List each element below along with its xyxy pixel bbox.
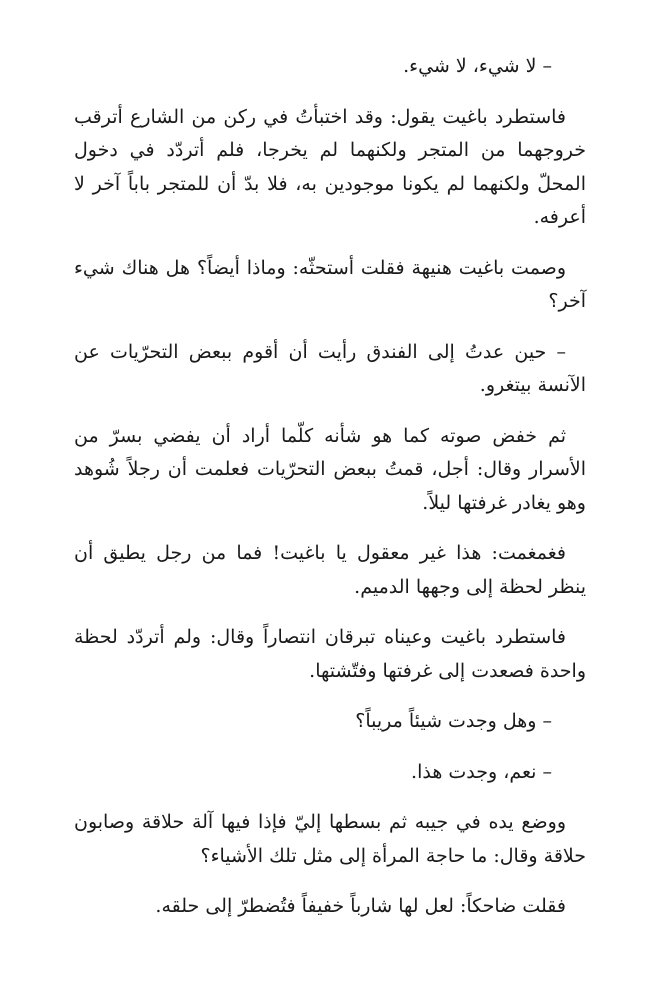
paragraph-3: وصمت باغيت هنيهة فقلت أستحثّه: وماذا أيضاً؟ هل هناك شيء آخر؟ bbox=[74, 256, 586, 312]
book-page bbox=[74, 50, 586, 924]
paragraph-4: – حين عدتُ إلى الفندق رأيت أن أقوم ببعض التحرّيات عن الآنسة بيتغرو. bbox=[74, 340, 586, 396]
paragraph-10: ووضع يده في جيبه ثم بسطها إليّ فإذا فيها آلة حلاقة وصابون حلاقة وقال: ما حاجة المرأة إلى مثل تلك الأشياء؟ bbox=[74, 811, 586, 867]
paragraph-6: فغمغمت: هذا غير معقول يا باغيت! فما من رجل يطيق أن ينظر لحظة إلى وجهها الدميم. bbox=[74, 542, 586, 598]
paragraph-11: فقلت ضاحكاً: لعل لها شارباً خفيفاً فتُضطرّ إلى حلقه. bbox=[155, 895, 566, 917]
paragraph-9: – نعم، وجدت هذا. bbox=[411, 760, 552, 783]
paragraph-2: فاستطرد باغيت يقول: وقد اختبأتُ في ركن من الشارع أترقب خروجهما من المتجر ولكنهما لم يخرجا، فلم أتردّد في دخول المحلّ ولكنهما لم يكونا موجودين به، فلا بدّ أن للمتجر باباً آخر لا أعرفه. bbox=[74, 105, 586, 228]
paragraph-1: – لا شيء، لا شيء. bbox=[403, 55, 552, 77]
paragraph-7: فاستطرد باغيت وعيناه تبرقان انتصاراً وقال: ولم أتردّد لحظة واحدة فصعدت إلى غرفتها وفتّشتها. bbox=[74, 626, 586, 682]
paragraph-5: ثم خفض صوته كما هو شأنه كلّما أراد أن يفضي بسرّ من الأسرار وقال: أجل، قمتُ ببعض التحرّيات فعلمت أن رجلاً شُوهد وهو يغادر غرفتها ليلاً. bbox=[74, 424, 586, 514]
paragraph-8: – وهل وجدت شيئاً مريباً؟ bbox=[355, 710, 552, 732]
